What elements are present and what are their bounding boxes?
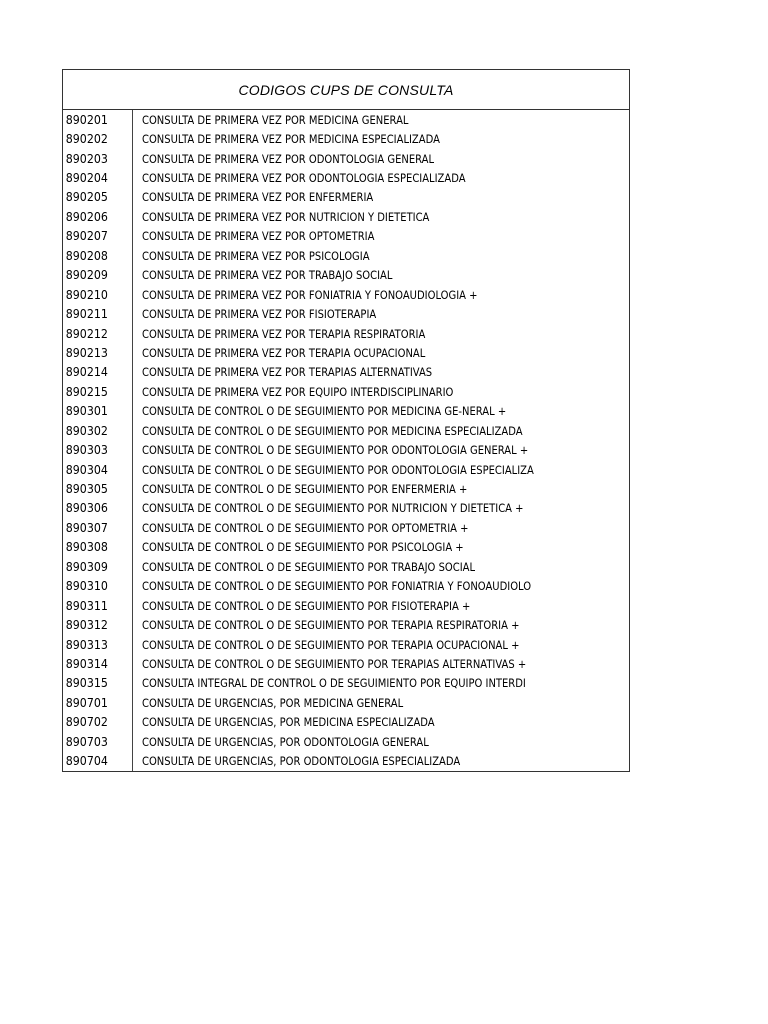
code-cell: 890310 — [63, 577, 133, 596]
table-row — [63, 577, 629, 596]
table-row — [63, 285, 629, 304]
description-cell — [139, 402, 629, 421]
description-cell — [139, 343, 629, 362]
description-cell — [139, 615, 629, 634]
description-text: CONSULTA DE PRIMERA VEZ POR FONIATRIA Y FONOAUDIOLOGIA + — [142, 287, 478, 302]
description-cell — [139, 577, 629, 596]
description-cell — [139, 732, 629, 751]
table-row — [63, 440, 629, 459]
code-cell: 890306 — [63, 499, 133, 518]
code-cell: 890311 — [63, 596, 133, 615]
description-text: CONSULTA DE PRIMERA VEZ POR TERAPIA OCUPACIONAL — [142, 345, 426, 360]
description-cell — [139, 227, 629, 246]
code-cell: 890703 — [63, 732, 133, 751]
description-cell — [139, 440, 629, 459]
description-cell — [139, 304, 629, 323]
description-text: CONSULTA DE PRIMERA VEZ POR ODONTOLOGIA ESPECIALIZADA — [142, 171, 466, 186]
description-cell — [139, 751, 629, 770]
table-row — [63, 674, 629, 693]
description-text: CONSULTA DE CONTROL O DE SEGUIMIENTO POR TERAPIAS ALTERNATIVAS + — [142, 656, 527, 671]
code-cell: 890214 — [63, 363, 133, 382]
description-cell — [139, 596, 629, 615]
table-row — [63, 693, 629, 712]
table-row — [63, 751, 629, 770]
description-text: CONSULTA DE PRIMERA VEZ POR FISIOTERAPIA — [142, 307, 377, 322]
description-cell — [139, 149, 629, 168]
description-cell — [139, 460, 629, 479]
table-row — [63, 246, 629, 265]
description-cell — [139, 266, 629, 285]
table-row — [63, 207, 629, 226]
code-cell: 890206 — [63, 207, 133, 226]
description-text: CONSULTA DE CONTROL O DE SEGUIMIENTO POR FISIOTERAPIA + — [142, 598, 471, 613]
description-text: CONSULTA DE PRIMERA VEZ POR TRABAJO SOCIAL — [142, 268, 393, 283]
code-cell: 890309 — [63, 557, 133, 576]
table-row — [63, 149, 629, 168]
description-cell — [139, 635, 629, 654]
description-cell — [139, 168, 629, 187]
description-cell — [139, 363, 629, 382]
description-text: CONSULTA DE PRIMERA VEZ POR NUTRICION Y DIETETICA — [142, 209, 430, 224]
description-cell — [139, 693, 629, 712]
cups-table — [62, 69, 630, 772]
description-cell — [139, 207, 629, 226]
description-cell — [139, 188, 629, 207]
description-text: CONSULTA DE CONTROL O DE SEGUIMIENTO POR OPTOMETRIA + — [142, 520, 469, 535]
code-cell: 890207 — [63, 227, 133, 246]
table-row — [63, 615, 629, 634]
code-cell: 890301 — [63, 402, 133, 421]
code-cell: 890702 — [63, 713, 133, 732]
description-cell — [139, 324, 629, 343]
description-cell — [139, 382, 629, 401]
table-row — [63, 557, 629, 576]
description-text: CONSULTA DE CONTROL O DE SEGUIMIENTO POR ODONTOLOGIA GENERAL + — [142, 443, 529, 458]
code-cell: 890704 — [63, 751, 133, 770]
description-text: CONSULTA DE CONTROL O DE SEGUIMIENTO POR NUTRICION Y DIETETICA + — [142, 501, 524, 516]
description-text: CONSULTA DE PRIMERA VEZ POR TERAPIAS ALTERNATIVAS — [142, 365, 433, 380]
description-text: CONSULTA DE PRIMERA VEZ POR MEDICINA GENERAL — [142, 112, 409, 127]
description-text: CONSULTA DE PRIMERA VEZ POR TERAPIA RESPIRATORIA — [142, 326, 426, 341]
description-text: CONSULTA DE CONTROL O DE SEGUIMIENTO POR TERAPIA RESPIRATORIA + — [142, 618, 520, 633]
code-cell: 890304 — [63, 460, 133, 479]
description-text: CONSULTA DE URGENCIAS, POR MEDICINA ESPECIALIZADA — [142, 715, 435, 730]
description-text: CONSULTA DE CONTROL O DE SEGUIMIENTO POR ENFERMERIA + — [142, 482, 468, 497]
description-cell — [139, 557, 629, 576]
table-row — [63, 129, 629, 148]
description-text: CONSULTA DE CONTROL O DE SEGUIMIENTO POR ODONTOLOGIA ESPECIALIZA — [142, 462, 534, 477]
code-cell: 890315 — [63, 674, 133, 693]
code-cell: 890202 — [63, 129, 133, 148]
table-row — [63, 227, 629, 246]
table-row — [63, 460, 629, 479]
code-cell: 890209 — [63, 266, 133, 285]
description-cell — [139, 654, 629, 673]
table-row — [63, 382, 629, 401]
code-cell: 890303 — [63, 440, 133, 459]
description-text: CONSULTA DE PRIMERA VEZ POR MEDICINA ESPECIALIZADA — [142, 132, 440, 147]
code-cell: 890305 — [63, 479, 133, 498]
code-cell: 890204 — [63, 168, 133, 187]
table-row — [63, 421, 629, 440]
table-row — [63, 635, 629, 654]
description-text: CONSULTA DE URGENCIAS, POR ODONTOLOGIA ESPECIALIZADA — [142, 754, 461, 769]
description-cell — [139, 499, 629, 518]
code-cell: 890302 — [63, 421, 133, 440]
table-row — [63, 518, 629, 537]
description-text: CONSULTA DE PRIMERA VEZ POR PSICOLOGIA — [142, 248, 370, 263]
table-row — [63, 479, 629, 498]
code-cell: 890701 — [63, 693, 133, 712]
description-cell — [139, 479, 629, 498]
description-text: CONSULTA DE CONTROL O DE SEGUIMIENTO POR FONIATRIA Y FONOAUDIOLO — [142, 579, 532, 594]
table-row — [63, 402, 629, 421]
description-text: CONSULTA DE PRIMERA VEZ POR OPTOMETRIA — [142, 229, 375, 244]
description-cell — [139, 421, 629, 440]
table-row — [63, 168, 629, 187]
description-text: CONSULTA DE CONTROL O DE SEGUIMIENTO POR MEDICINA ESPECIALIZADA — [142, 423, 523, 438]
description-cell — [139, 285, 629, 304]
description-text: CONSULTA DE CONTROL O DE SEGUIMIENTO POR TRABAJO SOCIAL — [142, 559, 476, 574]
table-header — [63, 70, 629, 110]
table-row — [63, 654, 629, 673]
description-text: CONSULTA DE PRIMERA VEZ POR ENFERMERIA — [142, 190, 374, 205]
code-cell: 890201 — [63, 110, 133, 129]
code-cell: 890313 — [63, 635, 133, 654]
table-row — [63, 266, 629, 285]
code-cell: 890211 — [63, 304, 133, 323]
description-cell — [139, 518, 629, 537]
description-cell — [139, 538, 629, 557]
table-row — [63, 110, 629, 129]
code-cell: 890205 — [63, 188, 133, 207]
code-cell: 890212 — [63, 324, 133, 343]
table-row — [63, 596, 629, 615]
table-row — [63, 188, 629, 207]
description-cell — [139, 713, 629, 732]
description-text: CONSULTA DE URGENCIAS, POR MEDICINA GENERAL — [142, 695, 404, 710]
table-row — [63, 499, 629, 518]
description-text: CONSULTA DE PRIMERA VEZ POR ODONTOLOGIA GENERAL — [142, 151, 435, 166]
table-row — [63, 343, 629, 362]
code-cell: 890208 — [63, 246, 133, 265]
table-row — [63, 363, 629, 382]
table-row — [63, 304, 629, 323]
table-body — [63, 110, 629, 771]
description-cell — [139, 129, 629, 148]
description-text: CONSULTA DE URGENCIAS, POR ODONTOLOGIA GENERAL — [142, 734, 429, 749]
code-cell: 890210 — [63, 285, 133, 304]
description-text: CONSULTA DE CONTROL O DE SEGUIMIENTO POR TERAPIA OCUPACIONAL + — [142, 637, 520, 652]
table-row — [63, 713, 629, 732]
table-row — [63, 324, 629, 343]
table-row — [63, 538, 629, 557]
description-text: CONSULTA DE CONTROL O DE SEGUIMIENTO POR MEDICINA GE-NERAL + — [142, 404, 507, 419]
code-cell: 890314 — [63, 654, 133, 673]
code-cell: 890215 — [63, 382, 133, 401]
code-cell: 890307 — [63, 518, 133, 537]
code-cell: 890203 — [63, 149, 133, 168]
code-cell: 890312 — [63, 615, 133, 634]
description-cell — [139, 246, 629, 265]
description-cell — [139, 674, 629, 693]
table-title: CODIGOS CUPS DE CONSULTA — [238, 81, 454, 98]
description-cell — [139, 110, 629, 129]
code-cell: 890308 — [63, 538, 133, 557]
table-row — [63, 732, 629, 751]
description-text: CONSULTA DE PRIMERA VEZ POR EQUIPO INTERDISCIPLINARIO — [142, 384, 454, 399]
description-text: CONSULTA INTEGRAL DE CONTROL O DE SEGUIMIENTO POR EQUIPO INTERDI — [142, 676, 526, 691]
description-text: CONSULTA DE CONTROL O DE SEGUIMIENTO POR PSICOLOGIA + — [142, 540, 464, 555]
code-cell: 890213 — [63, 343, 133, 362]
